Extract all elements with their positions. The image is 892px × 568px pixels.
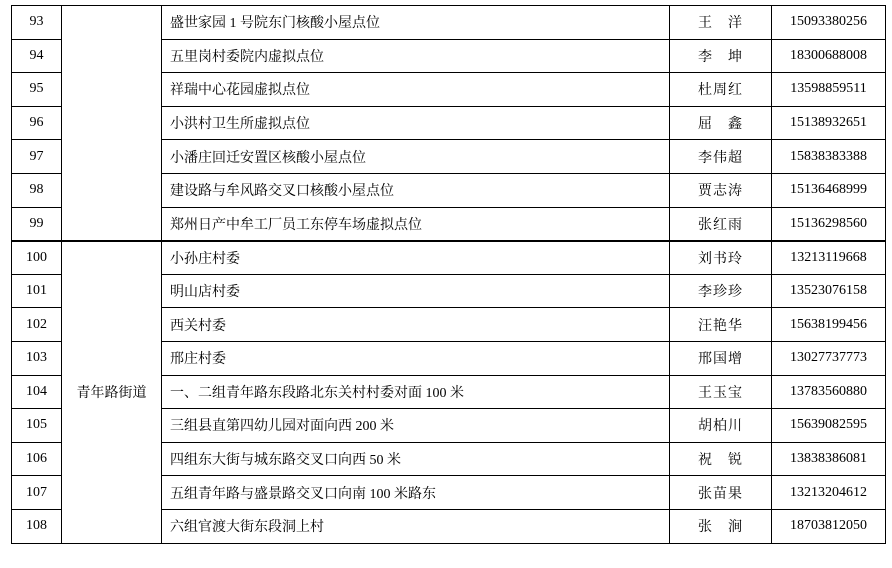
row-number-cell: 102 (12, 308, 62, 342)
table-row (12, 6, 886, 40)
district-cell: 青年路街道 (62, 241, 162, 543)
location-cell: 五里岗村委院内虚拟点位 (162, 39, 670, 73)
phone-cell: 15638199456 (772, 308, 886, 342)
contact-person-cell: 张红雨 (670, 207, 772, 241)
contact-person-cell: 祝 锐 (670, 442, 772, 476)
row-number-cell: 99 (12, 207, 62, 241)
contact-person-cell: 张 涧 (670, 509, 772, 543)
phone-cell: 18300688008 (772, 39, 886, 73)
row-number-cell: 96 (12, 106, 62, 140)
location-cell: 五组青年路与盛景路交叉口向南 100 米路东 (162, 476, 670, 510)
row-number-cell: 94 (12, 39, 62, 73)
table-row (12, 241, 886, 275)
row-number-cell: 97 (12, 140, 62, 174)
location-cell: 郑州日产中牟工厂员工东停车场虚拟点位 (162, 207, 670, 241)
testing-sites-table (11, 5, 886, 544)
location-cell: 六组官渡大街东段洞上村 (162, 509, 670, 543)
phone-cell: 13598859511 (772, 73, 886, 107)
location-cell: 明山店村委 (162, 274, 670, 308)
contact-person-cell: 王玉宝 (670, 375, 772, 409)
contact-person-cell: 邢国增 (670, 341, 772, 375)
location-cell: 小潘庄回迁安置区核酸小屋点位 (162, 140, 670, 174)
contact-person-cell: 屈 鑫 (670, 106, 772, 140)
row-number-cell: 101 (12, 274, 62, 308)
contact-person-cell: 刘书玲 (670, 241, 772, 275)
location-cell: 小孙庄村委 (162, 241, 670, 275)
contact-person-cell: 胡柏川 (670, 409, 772, 443)
row-number-cell: 105 (12, 409, 62, 443)
phone-cell: 15639082595 (772, 409, 886, 443)
row-number-cell: 107 (12, 476, 62, 510)
phone-cell: 13783560880 (772, 375, 886, 409)
contact-person-cell: 张苗果 (670, 476, 772, 510)
contact-person-cell: 贾志涛 (670, 173, 772, 207)
phone-cell: 13213204612 (772, 476, 886, 510)
location-cell: 祥瑞中心花园虚拟点位 (162, 73, 670, 107)
location-cell: 三组县直第四幼儿园对面向西 200 米 (162, 409, 670, 443)
row-number-cell: 103 (12, 341, 62, 375)
phone-cell: 15093380256 (772, 6, 886, 40)
phone-cell: 13027737773 (772, 341, 886, 375)
contact-person-cell: 王 洋 (670, 6, 772, 40)
location-cell: 邢庄村委 (162, 341, 670, 375)
location-cell: 盛世家园 1 号院东门核酸小屋点位 (162, 6, 670, 40)
location-cell: 一、二组青年路东段路北东关村村委对面 100 米 (162, 375, 670, 409)
row-number-cell: 106 (12, 442, 62, 476)
location-cell: 西关村委 (162, 308, 670, 342)
contact-person-cell: 杜周红 (670, 73, 772, 107)
contact-person-cell: 汪艳华 (670, 308, 772, 342)
phone-cell: 15136298560 (772, 207, 886, 241)
table-body (12, 6, 886, 544)
location-cell: 四组东大街与城东路交叉口向西 50 米 (162, 442, 670, 476)
phone-cell: 18703812050 (772, 509, 886, 543)
location-cell: 建设路与牟风路交叉口核酸小屋点位 (162, 173, 670, 207)
contact-person-cell: 李伟超 (670, 140, 772, 174)
contact-person-cell: 李 坤 (670, 39, 772, 73)
row-number-cell: 104 (12, 375, 62, 409)
phone-cell: 13213119668 (772, 241, 886, 275)
row-number-cell: 98 (12, 173, 62, 207)
district-cell (62, 6, 162, 241)
location-cell: 小洪村卫生所虚拟点位 (162, 106, 670, 140)
phone-cell: 15136468999 (772, 173, 886, 207)
phone-cell: 15138932651 (772, 106, 886, 140)
row-number-cell: 100 (12, 241, 62, 275)
phone-cell: 15838383388 (772, 140, 886, 174)
phone-cell: 13523076158 (772, 274, 886, 308)
phone-cell: 13838386081 (772, 442, 886, 476)
row-number-cell: 95 (12, 73, 62, 107)
row-number-cell: 93 (12, 6, 62, 40)
row-number-cell: 108 (12, 509, 62, 543)
contact-person-cell: 李珍珍 (670, 274, 772, 308)
